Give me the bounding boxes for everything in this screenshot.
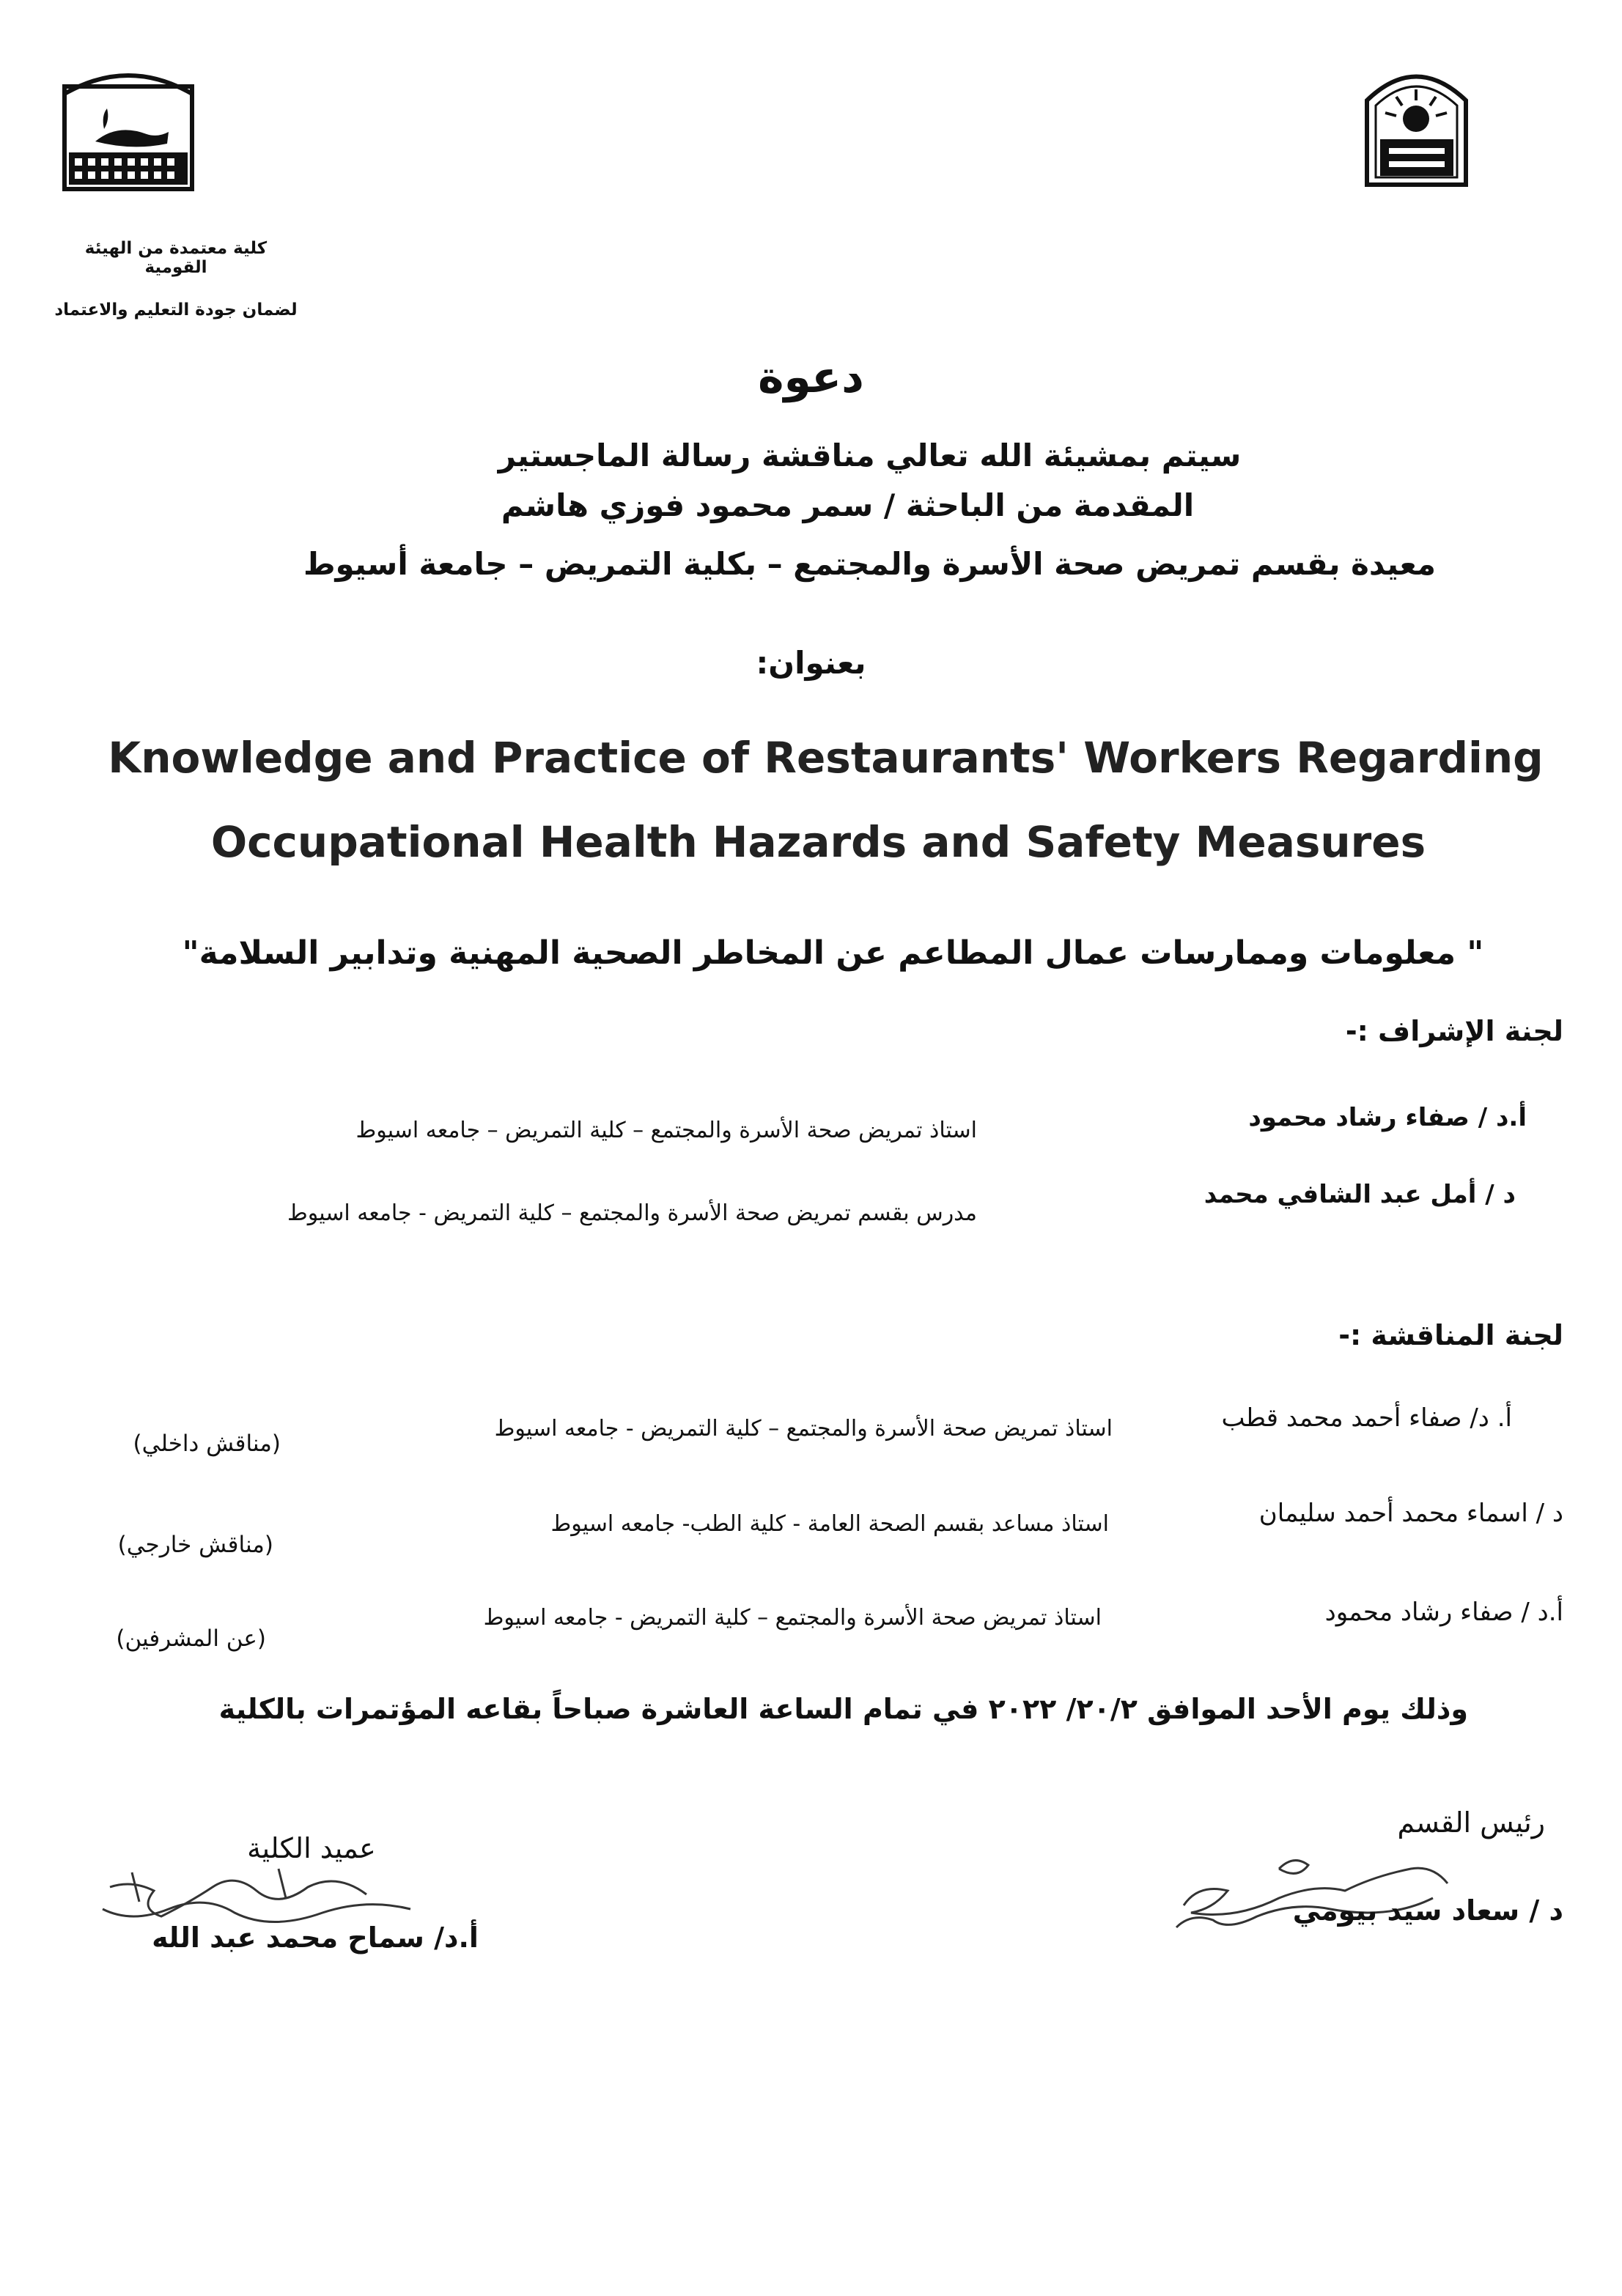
head-of-department-name: د / سعاد سيد بيومي bbox=[1292, 1894, 1563, 1927]
supervisor-name: د / أمل عبد الشافي محمد bbox=[1203, 1180, 1516, 1209]
examination-committee-heading: لجنة المناقشة :- bbox=[1338, 1319, 1563, 1351]
intro-line-3: معيدة بقسم تمريض صحة الأسرة والمجتمع – بكلية التمريض – جامعة أسيوط bbox=[303, 546, 1437, 582]
dean-title: عميد الكلية bbox=[247, 1832, 376, 1864]
title-label: بعنوان: bbox=[756, 645, 866, 681]
supervisor-name: أ.د / صفاء رشاد محمود bbox=[1248, 1103, 1527, 1132]
intro-line-1: سيتم بمشيئة الله تعالي مناقشة رسالة الماجستير bbox=[498, 438, 1242, 473]
supervision-committee-heading: لجنة الإشراف :- bbox=[1345, 1015, 1563, 1047]
examiner-role: (عن المشرفين) bbox=[116, 1625, 266, 1652]
university-logo-icon bbox=[1360, 60, 1473, 188]
examiner-name: أ.د / صفاء رشاد محمود bbox=[1324, 1598, 1563, 1627]
examiner-name: أ. د/ صفاء أحمد محمد قطب bbox=[1221, 1403, 1512, 1433]
date-and-venue: وذلك يوم الأحد الموافق ٢٠/٢/ ٢٠٢٢ في تمام الساعة العاشرة صباحاً بقاعه المؤتمرات بالكلية bbox=[218, 1693, 1468, 1725]
examiner-description: استاذ مساعد بقسم الصحة العامة - كلية الطب- جامعه اسيوط bbox=[550, 1511, 1109, 1537]
accreditation-line-1: كلية معتمدة من الهيئة القومية bbox=[84, 239, 268, 277]
supervisor-description: استاذ تمريض صحة الأسرة والمجتمع – كلية التمريض – جامعه اسيوط bbox=[355, 1118, 977, 1143]
examiner-role: (مناقش داخلي) bbox=[133, 1431, 281, 1457]
thesis-title-english-line-2: Occupational Health Hazards and Safety Measures bbox=[210, 817, 1426, 867]
intro-line-2: المقدمة من الباحثة / سمر محمود فوزي هاشم bbox=[501, 487, 1195, 523]
examiner-name: د / اسماء محمد أحمد سليمان bbox=[1258, 1499, 1563, 1528]
faculty-logo-icon bbox=[59, 64, 198, 196]
head-of-department-title: رئيس القسم bbox=[1397, 1806, 1545, 1839]
examiner-description: استاذ تمريض صحة الأسرة والمجتمع – كلية التمريض - جامعه اسيوط bbox=[494, 1416, 1113, 1442]
thesis-title-english-line-1: Knowledge and Practice of Restaurants' Workers Regarding bbox=[108, 733, 1544, 783]
examiner-description: استاذ تمريض صحة الأسرة والمجتمع – كلية التمريض - جامعه اسيوط bbox=[483, 1605, 1102, 1631]
thesis-title-arabic: " معلومات وممارسات عمال المطاعم عن المخاطر الصحية المهنية وتدابير السلامة" bbox=[182, 934, 1484, 972]
dean-name: أ.د/ سماح محمد عبد الله bbox=[152, 1922, 479, 1954]
invitation-heading: دعوة bbox=[758, 352, 864, 403]
examiner-role: (مناقش خارجي) bbox=[117, 1532, 273, 1558]
supervisor-description: مدرس بقسم تمريض صحة الأسرة والمجتمع – كلية التمريض - جامعه اسيوط bbox=[287, 1200, 977, 1226]
accreditation-line-2: لضمان جودة التعليم والاعتماد bbox=[54, 300, 298, 320]
